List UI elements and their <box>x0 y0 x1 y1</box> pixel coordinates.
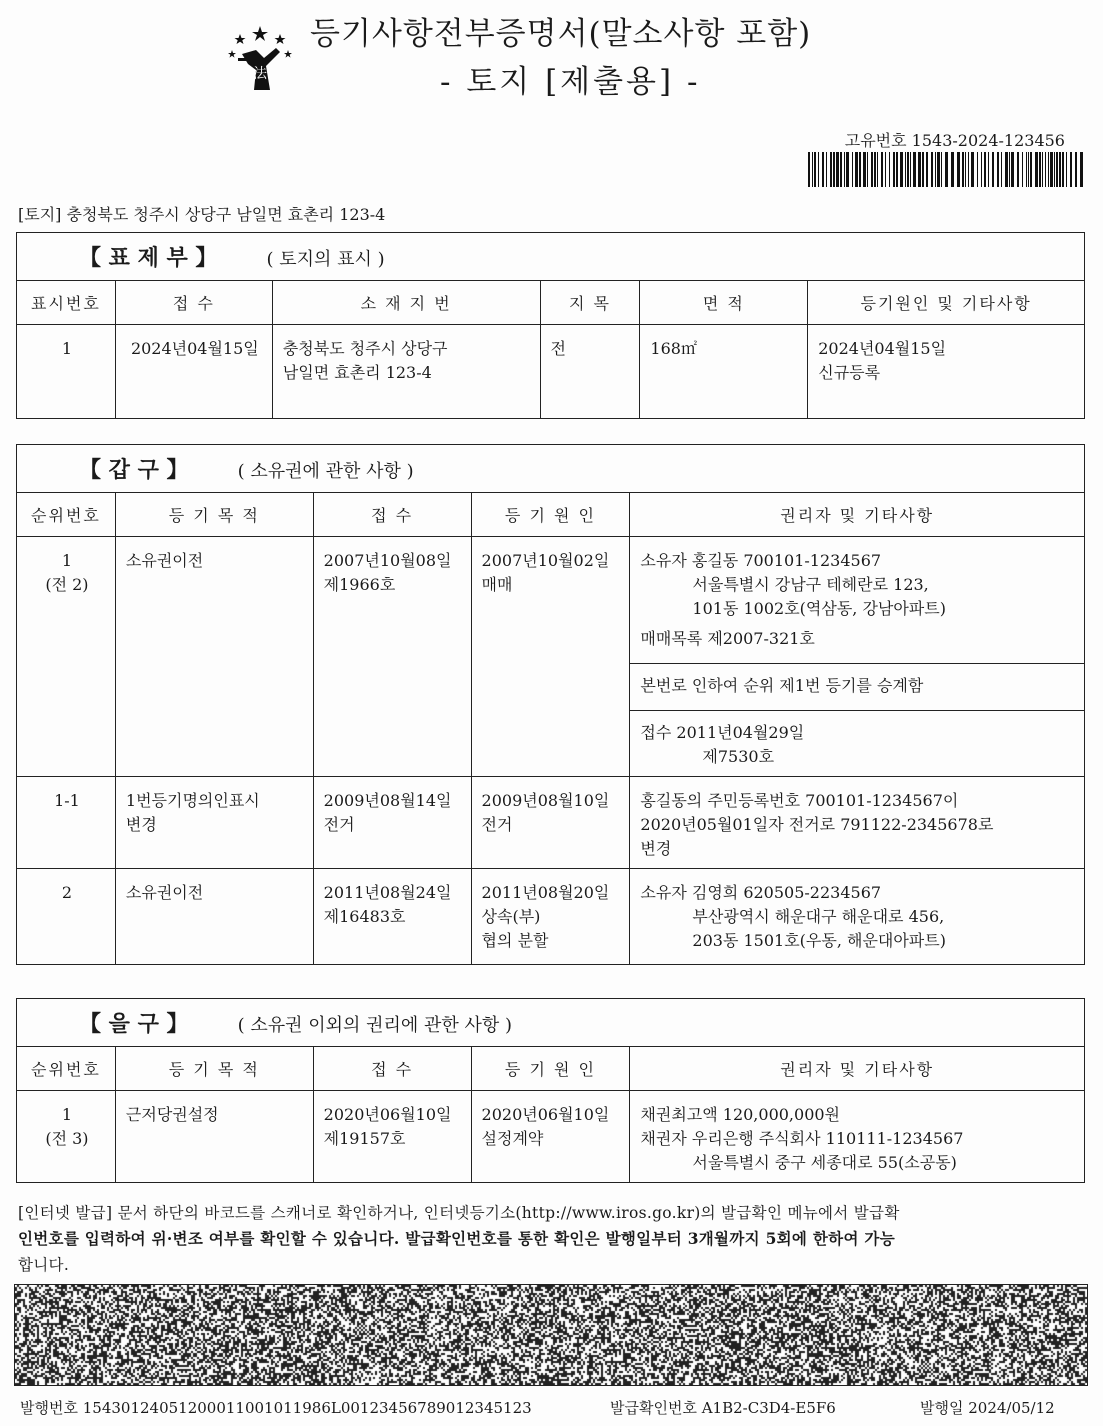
row-rank <box>17 537 116 777</box>
received-line: 제16483호 <box>323 907 406 926</box>
received-line: 제19157호 <box>323 1129 406 1148</box>
confirm-number: 발급확인번호 A1B2-C3D4-E5F6 <box>610 1399 836 1417</box>
received-line: 2011년08월24일 <box>323 883 452 902</box>
received-line: 전거 <box>323 815 355 834</box>
received-line: 제1966호 <box>323 575 396 594</box>
issue-number: 발행번호 15430124051200011001011986L00123456789012345123 <box>20 1399 532 1417</box>
gapgu-subtitle: ( 소유권에 관한 사항 ) <box>237 461 414 482</box>
header-location: 소 재 지 번 <box>272 281 540 325</box>
row-purpose: 근저당권설정 <box>115 1091 313 1183</box>
received-line: 2009년08월14일 <box>323 791 452 810</box>
header-received: 접 수 <box>115 281 272 325</box>
row-received <box>313 537 471 777</box>
court-emblem-icon <box>220 20 300 100</box>
row-location <box>272 325 540 419</box>
owner-line: 부산광역시 해운대구 해운대로 456, <box>692 907 945 926</box>
detail-line: 채권최고액 120,000,000원 <box>640 1105 841 1124</box>
document-subtitle: - 토지 [제출용] - <box>440 64 701 100</box>
gapgu-title: 【 갑 구 】 <box>79 457 189 483</box>
table-row <box>17 1091 1085 1183</box>
cause-line: 2011년08월20일 <box>481 883 610 902</box>
cause-line: 2020년06월10일 <box>481 1105 610 1124</box>
row-cause <box>471 777 630 869</box>
eulgu-table <box>16 998 1085 1183</box>
header-no: 표시번호 <box>17 281 116 325</box>
eulgu-title: 【 을 구 】 <box>79 1011 189 1037</box>
cause-line: 상속(부) <box>481 907 541 926</box>
header-holder: 권리자 및 기타사항 <box>630 493 1085 537</box>
eulgu-subtitle: ( 소유권 이외의 권리에 관한 사항 ) <box>237 1015 512 1036</box>
receipt-line: 접수 2011년04월29일 <box>640 723 805 742</box>
cause-line: 신규등록 <box>818 363 881 382</box>
row-cause <box>808 325 1085 419</box>
header-received: 접 수 <box>313 493 471 537</box>
row-category: 전 <box>540 325 640 419</box>
row-purpose: 소유권이전 <box>115 537 313 777</box>
rank-line: (전 2) <box>45 575 89 594</box>
document-title: 등기사항전부증명서(말소사항 포함) <box>310 16 812 52</box>
cause-line: 매매 <box>481 575 513 594</box>
row-cause <box>471 1091 630 1183</box>
header-cause: 등 기 원 인 <box>471 493 630 537</box>
header-category: 지 목 <box>540 281 640 325</box>
owner-line: 101동 1002호(역삼동, 강남아파트) <box>692 599 946 618</box>
owner-line: 소유자 홍길동 700101-1234567 <box>640 551 882 570</box>
header-holder: 권리자 및 기타사항 <box>630 1047 1085 1091</box>
svg-text:法: 法 <box>253 66 267 82</box>
row-purpose <box>115 777 313 869</box>
row-holder <box>630 537 1085 777</box>
row-purpose: 소유권이전 <box>115 869 313 965</box>
detail-line: 2020년05월01일자 전거로 791122-2345678로 <box>640 815 994 834</box>
row-received <box>313 869 471 965</box>
pyoje-subtitle: ( 토지의 표시 ) <box>266 249 385 270</box>
detail-line: 채권자 우리은행 주식회사 110111-1234567 <box>640 1129 964 1148</box>
row-rank: 1-1 <box>17 777 116 869</box>
row-area: 168㎡ <box>640 325 808 419</box>
unique-number: 고유번호 1543-2024-123456 <box>844 131 1065 150</box>
received-line: 2007년10월08일 <box>323 551 452 570</box>
owner-line: 서울특별시 강남구 테헤란로 123, <box>692 575 929 594</box>
row-holder <box>630 1091 1085 1183</box>
transfer-note: 본번로 인하여 순위 제1번 등기를 승계함 <box>630 663 1084 710</box>
cause-line: 전거 <box>481 815 513 834</box>
row-holder <box>630 869 1085 965</box>
verification-notice <box>18 1200 1083 1278</box>
receipt-note <box>630 710 1084 776</box>
rank-line: 1 <box>61 551 73 570</box>
row-cause <box>471 537 630 777</box>
header-cause: 등 기 원 인 <box>471 1047 630 1091</box>
received-line: 2020년06월10일 <box>323 1105 452 1124</box>
header-rank: 순위번호 <box>17 1047 116 1091</box>
notice-line: 합니다. <box>18 1256 70 1274</box>
row-rank <box>17 1091 116 1183</box>
cause-line: 2007년10월02일 <box>481 551 610 570</box>
detail-line: 서울특별시 중구 세종대로 55(소공동) <box>692 1153 957 1172</box>
notice-line: [인터넷 발급] 문서 하단의 바코드를 스캐너로 확인하거나, 인터넷등기소(http://www.iros.go.kr)의 발급확인 메뉴에서 발급확 <box>18 1204 900 1222</box>
header-area: 면 적 <box>640 281 808 325</box>
location-line: 충청북도 청주시 상당구 <box>282 339 448 358</box>
row-holder <box>630 777 1085 869</box>
row-received: 2024년04월15일 <box>115 325 272 419</box>
header-purpose: 등 기 목 적 <box>115 493 313 537</box>
cause-line: 협의 분할 <box>481 931 549 950</box>
row-received <box>313 777 471 869</box>
purpose-line: 1번등기명의인표시 <box>125 791 260 810</box>
rank-line: 1 <box>61 1105 73 1124</box>
cause-line: 2024년04월15일 <box>818 339 947 358</box>
property-address: [토지] 충청북도 청주시 상당구 남일면 효촌리 123-4 <box>18 205 386 224</box>
detail-line: 변경 <box>640 839 672 858</box>
header-cause: 등기원인 및 기타사항 <box>808 281 1085 325</box>
row-cause <box>471 869 630 965</box>
cause-line: 2009년08월10일 <box>481 791 610 810</box>
notice-line: 인번호를 입력하여 위·변조 여부를 확인할 수 있습니다. 발급확인번호를 통한 확인은 발행일부터 3개월까지 5회에 한하여 가능 <box>18 1229 895 1248</box>
owner-line: 203동 1501호(우동, 해운대아파트) <box>692 931 946 950</box>
pyoje-title: 【 표 제 부 】 <box>79 245 218 271</box>
location-line: 남일면 효촌리 123-4 <box>282 363 432 382</box>
detail-line: 홍길동의 주민등록번호 700101-1234567이 <box>640 791 959 810</box>
row-received <box>313 1091 471 1183</box>
barcode-icon <box>808 152 1083 187</box>
row-no: 1 <box>17 325 116 419</box>
trade-list: 매매목록 제2007-321호 <box>640 629 815 648</box>
issue-date: 발행일 2024/05/12 <box>920 1399 1055 1417</box>
table-row <box>17 869 1085 965</box>
security-barcode-icon <box>14 1284 1088 1386</box>
header-received: 접 수 <box>313 1047 471 1091</box>
pyoje-table <box>16 232 1085 419</box>
owner-line: 소유자 김영희 620505-2234567 <box>640 883 882 902</box>
purpose-line: 변경 <box>125 815 157 834</box>
row-rank: 2 <box>17 869 116 965</box>
table-row <box>17 325 1085 419</box>
gapgu-table <box>16 444 1085 965</box>
table-row <box>17 537 1085 777</box>
header-rank: 순위번호 <box>17 493 116 537</box>
header-purpose: 등 기 목 적 <box>115 1047 313 1091</box>
cause-line: 설정계약 <box>481 1129 544 1148</box>
rank-line: (전 3) <box>45 1129 89 1148</box>
receipt-line: 제7530호 <box>702 747 775 766</box>
table-row <box>17 777 1085 869</box>
